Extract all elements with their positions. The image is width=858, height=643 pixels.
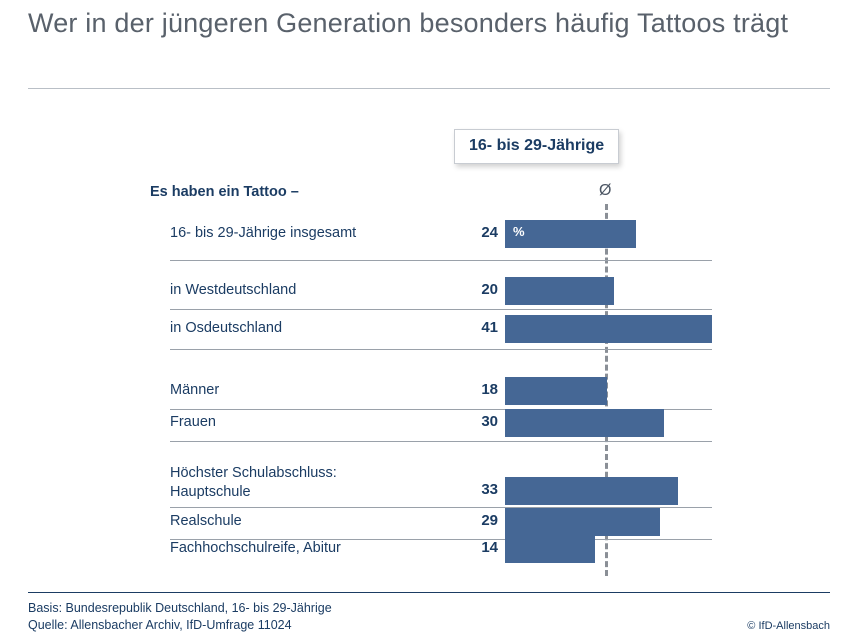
row-label: in Osdeutschland: [170, 320, 283, 336]
chart-subhead: Es haben ein Tattoo –: [150, 184, 299, 200]
footer-divider: [28, 592, 830, 593]
footer-basis: Basis: Bundesrepublik Deutschland, 16- bis 29-Jährige: [28, 601, 332, 615]
row-label: 16- bis 29-Jährige insgesamt: [170, 225, 357, 241]
age-group-badge: 16- bis 29-Jährige: [454, 129, 619, 164]
chart-row: [28, 405, 830, 443]
row-label: Frauen: [170, 414, 216, 430]
chart-row: [28, 531, 830, 569]
chart-row: [28, 216, 830, 254]
row-label-group: [170, 464, 337, 502]
bar-chart: [28, 176, 830, 576]
row-value: 30: [481, 413, 498, 430]
row-value: 29: [481, 512, 498, 529]
group-header-label: Höchster Schulabschluss:: [170, 465, 337, 481]
row-label: Hauptschule: [170, 484, 251, 500]
bar-segment: [505, 535, 595, 563]
title-divider: [28, 88, 830, 89]
row-divider: [170, 349, 712, 350]
row-divider: [170, 441, 712, 442]
bar-segment: [505, 315, 712, 343]
bar-segment: [505, 277, 614, 305]
row-divider: [170, 260, 712, 261]
row-value: 14: [481, 539, 498, 556]
bar-segment: [505, 409, 664, 437]
bar-segment: [505, 220, 636, 248]
row-label: Männer: [170, 382, 220, 398]
footer-notes: [28, 600, 332, 634]
footer-copyright: © IfD-Allensbach: [747, 620, 830, 632]
row-value: 20: [481, 281, 498, 298]
row-value: 24: [481, 224, 498, 241]
row-value: 33: [481, 481, 498, 498]
page-title: Wer in der jüngeren Generation besonders häufig Tattoos trägt: [28, 8, 789, 38]
bar-segment: [505, 477, 678, 505]
bar-segment: [505, 377, 607, 405]
footer-source: Quelle: Allensbacher Archiv, IfD-Umfrage 11024: [28, 618, 292, 632]
row-label: in Westdeutschland: [170, 282, 297, 298]
chart-row: [28, 311, 830, 349]
row-label: Fachhochschulreife, Abitur: [170, 540, 341, 556]
row-value: 18: [481, 381, 498, 398]
row-value: 41: [481, 319, 498, 336]
unit-label: %: [513, 224, 525, 239]
chart-row: [28, 273, 830, 311]
mean-symbol: Ø: [599, 182, 612, 199]
row-divider: [170, 309, 712, 310]
row-label: Realschule: [170, 513, 242, 529]
